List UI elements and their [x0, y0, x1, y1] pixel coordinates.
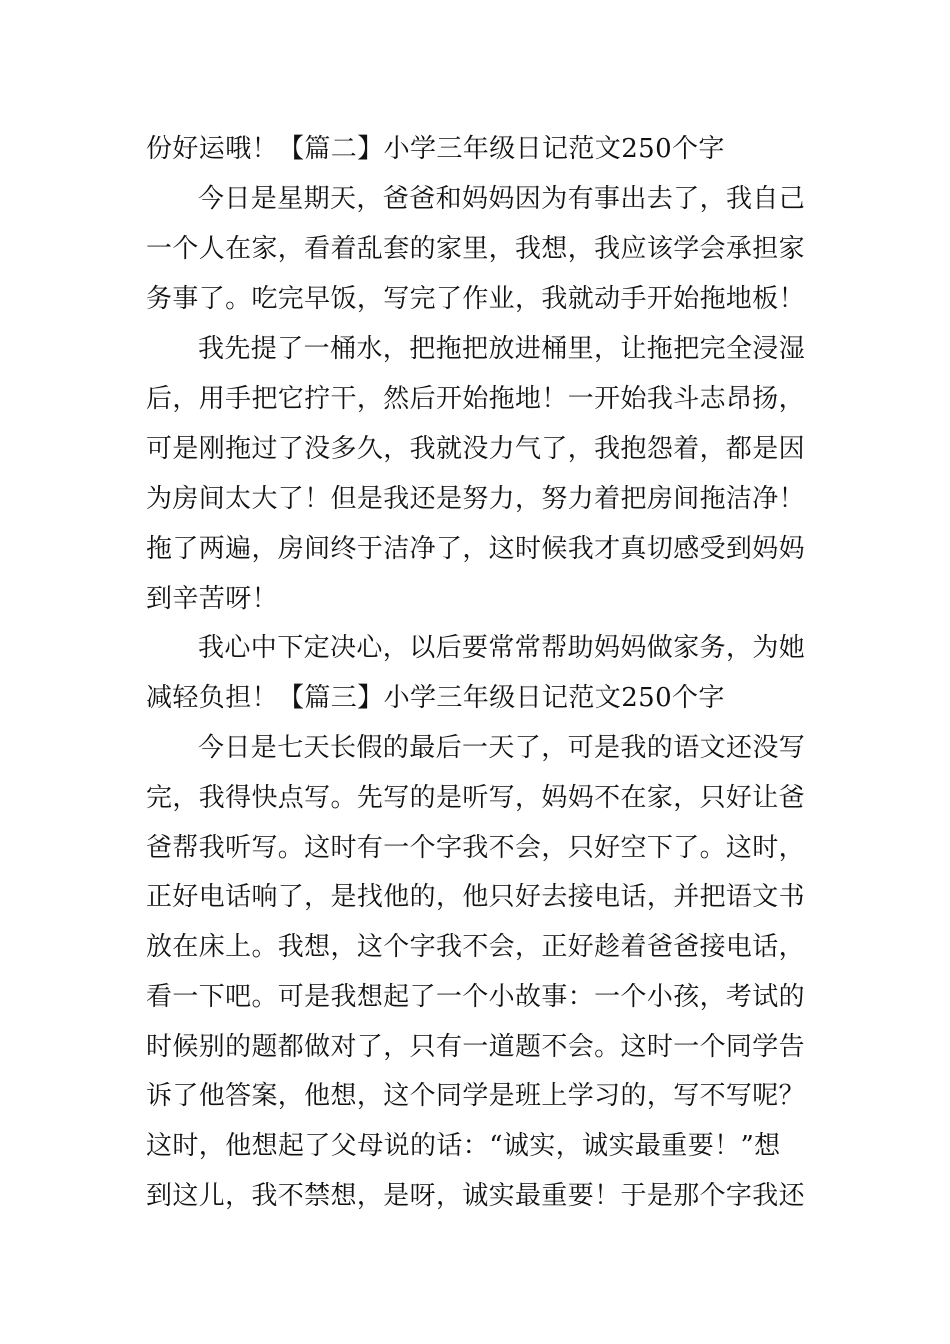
paragraph-start-line: 今日是星期天，爸爸和妈妈因为有事出去了，我自己: [198, 184, 806, 214]
text-line-21: 这时，他想起了父母说的话：“诚实，诚实最重要！”想: [146, 1131, 781, 1161]
text-line-7: 可是刚拖过了没多久，我就没力气了，我抱怨着，都是因: [146, 434, 806, 464]
text-line-1: 份好运哦！【篇二】小学三年级日记范文250个字: [146, 134, 725, 164]
text-line-10: 到辛苦呀！: [146, 584, 279, 614]
text-line-20: 诉了他答案，他想，这个同学是班上学习的，写不写呢？: [146, 1081, 806, 1111]
text-line-17: 放在床上。我想，这个字我不会，正好趁着爸爸接电话，: [146, 932, 806, 962]
text-line-15: 爸帮我听写。这时有一个字我不会，只好空下了。这时，: [146, 833, 806, 863]
text-line-14: 完，我得快点写。先写的是听写，妈妈不在家，只好让爸: [146, 783, 806, 813]
text-line-12: 减轻负担！【篇三】小学三年级日记范文250个字: [146, 683, 725, 713]
text-line-8: 为房间太大了！但是我还是努力，努力着把房间拖洁净！: [146, 484, 806, 514]
text-line-3: 一个人在家，看着乱套的家里，我想，我应该学会承担家: [146, 234, 806, 264]
text-line-6: 后，用手把它拧干，然后开始拖地！一开始我斗志昂扬，: [146, 384, 806, 414]
paragraph-start-line: 我先提了一桶水，把拖把放进桶里，让拖把完全浸湿: [198, 334, 806, 364]
text-line-18: 看一下吧。可是我想起了一个小故事：一个小孩，考试的: [146, 982, 806, 1012]
text-line-4: 务事了。吃完早饭，写完了作业，我就动手开始拖地板！: [146, 284, 806, 314]
paragraph-start-line: 今日是七天长假的最后一天了，可是我的语文还没写: [198, 733, 806, 763]
text-line-19: 时候别的题都做对了，只有一道题不会。这时一个同学告: [146, 1032, 806, 1062]
text-line-9: 拖了两遍，房间终于洁净了，这时候我才真切感受到妈妈: [146, 534, 806, 564]
paragraph-start-line: 我心中下定决心，以后要常常帮助妈妈做家务，为她: [198, 633, 806, 663]
text-line-22: 到这儿，我不禁想，是呀，诚实最重要！于是那个字我还: [146, 1181, 806, 1211]
text-line-16: 正好电话响了，是找他的，他只好去接电话，并把语文书: [146, 882, 806, 912]
